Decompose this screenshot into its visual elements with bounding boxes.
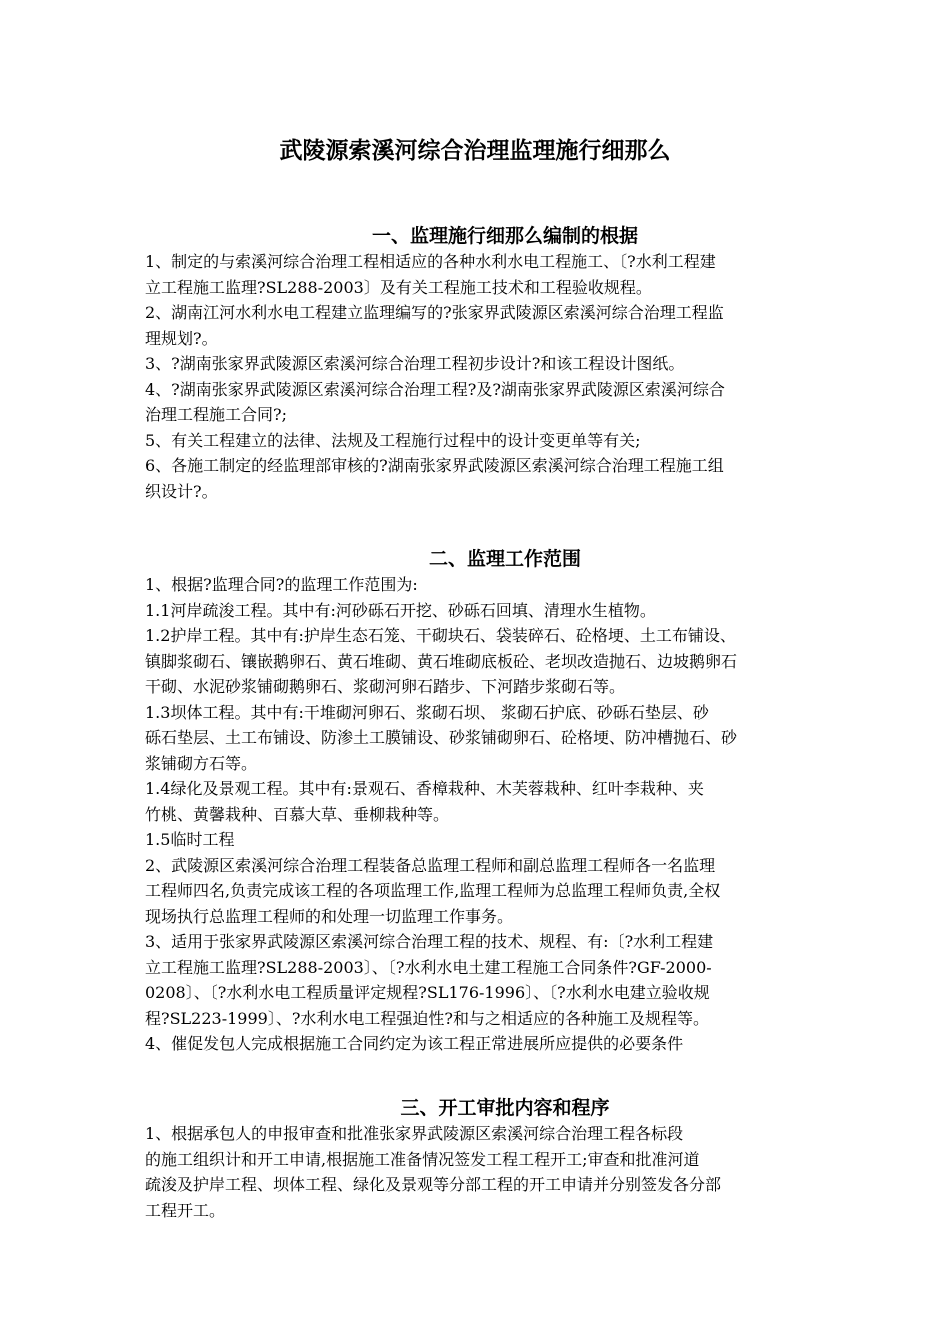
- paragraph-line: 5、有关工程建立的法律、法规及工程施行过程中的设计变更单等有关;: [145, 430, 641, 450]
- paragraph-line: 立工程施工监理?SL288-2003〕及有关工程施工技术和工程验收规程。: [145, 277, 652, 297]
- paragraph-line: 3、?湖南张家界武陵源区索溪河综合治理工程初步设计?和该工程设计图纸。: [145, 354, 685, 373]
- paragraph-line: 6、各施工制定的经监理部审核的?湖南张家界武陵源区索溪河综合治理工程施工组: [145, 456, 724, 475]
- paragraph-line: 1.3坝体工程。其中有:干堆砌河卵石、浆砌石坝、 浆砌石护底、砂砾石垫层、砂: [145, 702, 709, 722]
- paragraph-line: 浆铺砌方石等。: [145, 753, 258, 773]
- paragraph-line: 织设计?。: [145, 481, 218, 501]
- paragraph-line: 干砌、水泥砂浆铺砌鹅卵石、浆砌河卵石踏步、下河踏步浆砌石等。: [145, 677, 626, 696]
- paragraph-line: 1.4绿化及景观工程。其中有:景观石、香樟栽种、木芙蓉栽种、红叶李栽种、夹: [145, 779, 704, 798]
- section-heading: 二、监理工作范围: [428, 548, 581, 570]
- paragraph-line: 工程师四名,负责完成该工程的各项监理工作,监理工程师为总监理工程师负责,全权: [145, 881, 721, 900]
- paragraph-line: 竹桃、黄馨栽种、百慕大草、垂柳栽种等。: [145, 804, 450, 824]
- section-basis: [145, 223, 865, 504]
- section-commencement: [145, 1095, 865, 1223]
- paragraph-line: 砾石垫层、土工布铺设、防渗土工膜铺设、砂浆铺砌卵石、砼格埂、防冲槽抛石、砂: [145, 728, 738, 747]
- document-title: 武陵源索溪河综合治理监理施行细那么: [279, 137, 671, 164]
- paragraph-line: 1.2护岸工程。其中有:护岸生态石笼、干砌块石、袋装碎石、砼格埂、土工布铺设、: [145, 626, 736, 645]
- section-heading: 三、开工审批内容和程序: [400, 1097, 610, 1119]
- paragraph-line: 立工程施工监理?SL288-2003〕、〔?水利水电土建工程施工合同条件?GF-2000-: [145, 957, 712, 977]
- paragraph-line: 理规划?。: [145, 328, 218, 348]
- paragraph-line: 1、根据?监理合同?的监理工作范围为:: [145, 575, 418, 594]
- paragraph-line: 疏浚及护岸工程、坝体工程、绿化及景观等分部工程的开工申请并分别签发各分部: [145, 1175, 722, 1194]
- section-heading: 一、监理施行细那么编制的根据: [371, 225, 638, 247]
- paragraph-line: 程?SL223-1999〕、?水利水电工程强迫性?和与之相适应的各种施工及规程等。: [145, 1008, 709, 1028]
- paragraph-line: 4、?湖南张家界武陵源区索溪河综合治理工程?及?湖南张家界武陵源区索溪河综合: [145, 379, 725, 399]
- paragraph-line: 镇脚浆砌石、镶嵌鹅卵石、黄石堆砌、黄石堆砌底板砼、老坝改造抛石、边坡鹅卵石: [145, 651, 738, 671]
- paragraph-line: 2、武陵源区索溪河综合治理工程装备总监理工程师和副总监理工程师各一名监理: [145, 855, 716, 875]
- paragraph-line: 1、制定的与索溪河综合治理工程相适应的各种水利水电工程施工、〔?水利工程建: [145, 252, 716, 271]
- paragraph-line: 现场执行总监理工程师的和处理一切监理工作事务。: [145, 906, 514, 926]
- section-scope: [145, 546, 865, 1057]
- paragraph-line: 1、根据承包人的申报审查和批准张家界武陵源区索溪河综合治理工程各标段: [145, 1124, 684, 1143]
- paragraph-line: 2、湖南江河水利水电工程建立监理编写的?张家界武陵源区索溪河综合治理工程监: [145, 303, 724, 322]
- paragraph-line: 的施工组织计和开工申请,根据施工准备情况签发工程工程开工;审查和批准河道: [145, 1149, 700, 1169]
- paragraph-line: 0208〕、〔?水利水电工程质量评定规程?SL176-1996〕、〔?水利水电建立验收规: [145, 983, 710, 1002]
- paragraph-line: 1.5临时工程: [145, 830, 235, 849]
- paragraph-line: 工程开工。: [145, 1200, 226, 1220]
- paragraph-line: 治理工程施工合同?;: [145, 405, 287, 424]
- paragraph-line: 4、催促发包人完成根据施工合同约定为该工程正常进展所应提供的必要条件: [145, 1034, 684, 1053]
- paragraph-line: 1.1河岸疏浚工程。其中有:河砂砾石开挖、砂砾石回填、清理水生植物。: [145, 600, 656, 620]
- paragraph-line: 3、适用于张家界武陵源区索溪河综合治理工程的技术、规程、有:〔?水利工程建: [145, 932, 714, 951]
